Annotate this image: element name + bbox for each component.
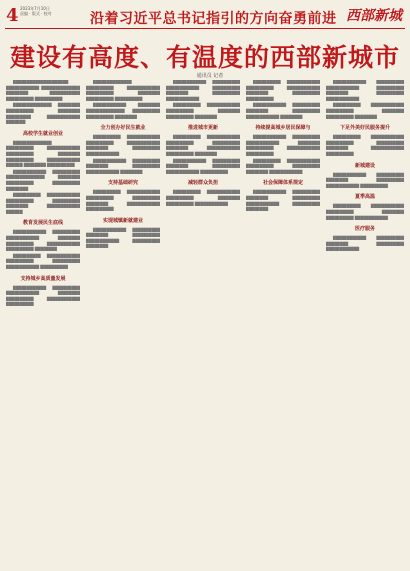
column-4: ██████████ ████████████ ██████████ ████████████ ████████ ██████████ ██████████ ████████████ ██████████ ████████ ██████████ ████████████ ████████ 持续提高城乡居民保障与 ████████████ ██████████ ████████████ ████████ ██████████ ████████████ ██████████ ██████████ ████████████ ██████████ ██████████ ████████ ████████████ 社会保障体系规定 ████████████ ██████████ ████████ ██████████ ████████████ ██████████ ████████ [246,80,320,212]
newspaper-logo: 西部新城 [346,8,402,24]
issue-editors: 责编 · 版式 · 校对 [20,11,52,16]
section-heading: 社会保障体系规定 [262,180,303,187]
section-heading: 医疗服务 [354,226,375,233]
issue-meta [20,6,100,16]
page-header [0,0,410,34]
issue-date: 2023年7月10日 [20,6,50,11]
column-2: ██████████████ ██████████ ████████████ ██████████ ████████ ██████████ ██████████ ████████████ ████████ ██████████████ ██████████ ██████████ ████████ 全力创办好民生就业 ██████████ ████████████ ██████████ ████████████ ████████ ██████████ ████████████ ████████████ ██████████ ████████ ██████████ ████████████ ████████ 支持基础研究 ██████████ ████████████ ██████████ ██████████ ████████ ████████████ ██████████ 实现城镇新就建业 ████████████ ██████████ ████████ ██████████ ████████████ ██████████ ████████ [86,80,160,249]
column-1: ████████████████████ ████████████ ██████████████ ████████ ███████████ ██████████ ██████████ ██████████████ ████████ ██████████ ████████ █████████ ████████████ ███████ 高校学生就业创业 ██████████████ ██████████ ████████████ ██████████ ████████ ██████████ ████████████ ██████ ████████ ██████████ ████████████ ██████████ ██████████████ ████████ ██████████ ██████████ ████████ ██████████ ████████████ ██████████ ██████████ ████████ ████████████ ██████ 教育发展民生底线 ████████████ ██████████ ████████████ ████████ ██████████ ████████████ ██████████ ████████ ██████████ ████████████ ██████████ ██████████ ████████████ ██████████ 支持城乡高质量发展 ████████████ ██████████ ████████████ ████████ ██████████ ████████████ ██████████ [6,80,80,307]
section-heading: 全力创办好民生就业 [100,125,146,132]
section-heading: 实现城镇新就建业 [102,217,143,224]
section-heading: 下足外美好民服务提升 [339,125,390,132]
section-heading: 教育发展民生底线 [22,220,63,227]
section-heading: 支持基础研究 [107,180,138,187]
section-heading: 推进城市更新 [187,125,218,132]
header-rule [5,28,405,29]
column-5: ████████████ ██████████ ████████████ ██████████ ████████ ██████████ ████████████ ██████████ ████████████ ██████████ ████████ ██████████ ████████ 下足外美好民服务提升 ██████████ ████████████ ██████████ ██████████ ████████ ████████████ ██████████ 新城建设 ████████████ ██████████ ████████ ██████████ ████████████ ██████████ 夏季高温 ██████████ ████████████ ██████████ ████████ ██████████ ████████████ 医疗服务 ████████████ ██████████ ████████ ██████████ ████████████ [326,80,404,252]
section-heading: 持续提高城乡居民保障与 [255,125,311,132]
section-heading: 高校学生就业创业 [22,130,63,137]
article-headline: 建设有高度、有温度的西部新城市 [9,43,400,72]
page-number: 4 [6,5,19,26]
section-heading: 新城建设 [354,162,375,169]
article-byline: 通讯员 记者 [196,73,224,79]
section-banner: 沿着习近平总书记指引的方向奋勇前进 [90,11,337,27]
section-heading: 支持城乡高质量发展 [20,275,66,282]
column-3: ████████████ ██████████ ████████████ ██████████ ████████ ██████████ ████████████ ██████████ ████████████ ██████████ ████████ ██████████ ████████ 推进城市更新 ██████████ ████████████ ██████████ ██████████ ████████ ████████████ ██████████ ████████ ████████████ ██████████ ████████ ██████████ ████████████ ██████████ 减轻群众负担 ██████████ ████████████ ██████████ ████████ ██████████ ████████████ [166,80,240,206]
section-heading: 夏季高温 [354,194,375,201]
section-heading: 减轻群众负担 [187,180,218,187]
